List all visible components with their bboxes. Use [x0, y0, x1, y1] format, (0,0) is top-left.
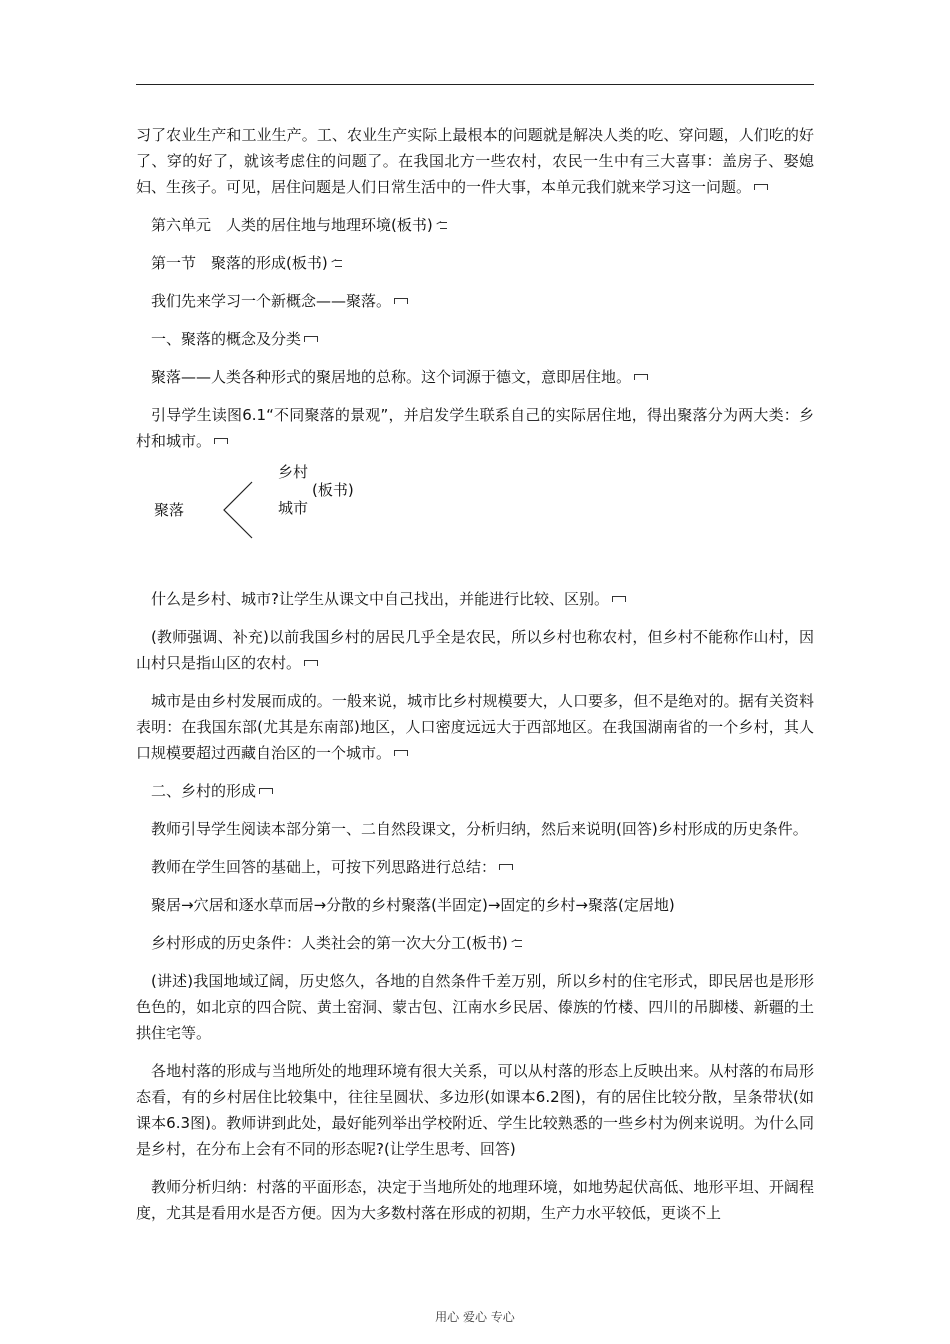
return-mark-icon: [499, 864, 513, 873]
diagram-branch-top: 乡村: [278, 463, 309, 481]
unit-heading: 第六单元 人类的居住地与地理环境(板书): [136, 212, 814, 238]
return-mark-icon: [259, 788, 273, 797]
paragraph: 我们先来学习一个新概念——聚落。: [136, 288, 814, 314]
subheading: 一、聚落的概念及分类: [136, 326, 814, 352]
return-mark-icon: [304, 336, 318, 345]
paragraph: 教师分析归纳：村落的平面形态，决定于当地所处的地理环境，如地势起伏高低、地形平坦、开阔程度，尤其是看用水是否方便。因为大多数村落在形成的初期，生产力水平较低，更谈不上: [136, 1178, 814, 1222]
paragraph: 城市是由乡村发展而成的。一般来说，城市比乡村规模要大，人口要多，但不是绝对的。据有关资料表明：在我国东部(尤其是东南部)地区，人口密度远远大于西部地区。在我国湖南省的一个乡村，其人口规模要超过西藏自治区的一个城市。: [136, 692, 814, 762]
return-mark-icon: [754, 184, 768, 193]
header-rule: [136, 84, 814, 85]
paragraph: 引导学生读图6.1“不同聚落的景观”，并启发学生联系自己的实际居住地，得出聚落分为两大类：乡村和城市。: [136, 406, 814, 450]
return-mark-icon: [634, 374, 648, 383]
section-heading: 第一节 聚落的形成(板书): [136, 250, 814, 276]
paragraph: (讲述)我国地域辽阔，历史悠久，各地的自然条件千差万别，所以乡村的住宅形式，即民居也是形形色色的，如北京的四合院、黄土窑洞、蒙古包、江南水乡民居、傣族的竹楼、四川的吊脚楼、新疆的土拱住宅等。: [136, 972, 814, 1042]
paragraph: (教师强调、补充)以前我国乡村的居民几乎全是农民，所以乡村也称农村，但乡村不能称作山村，因山村只是指山区的农村。: [136, 628, 814, 672]
line-break-mark-icon: [511, 938, 522, 948]
paragraph: 聚居→穴居和逐水草而居→分散的乡村聚落(半固定)→固定的乡村→聚落(定居地): [151, 896, 675, 914]
page-footer: 用心 爱心 专心: [435, 1310, 515, 1324]
diagram-branch-bottom: 城市: [278, 499, 309, 517]
paragraph: 乡村形成的历史条件：人类社会的第一次大分工(板书): [136, 930, 814, 956]
paragraph: 聚落——人类各种形式的聚居地的总称。这个词源于德文，意即居住地。: [136, 364, 814, 390]
paragraph: 各地村落的形成与当地所处的地理环境有很大关系，可以从村落的形态上反映出来。从村落的布局形态看，有的乡村居住比较集中，往往呈圆状、多边形(如课本6.2图)，有的居住比较分散，呈条带状(如课本6.3图)。教师讲到此处，最好能列举出学校附近、学生比较熟悉的一些乡村为例来说明。为什么同是乡村，在分布上会有不同的形态呢?(让学生思考、回答): [136, 1062, 814, 1158]
diagram-root: 聚落: [154, 501, 185, 519]
return-mark-icon: [214, 438, 228, 447]
diagram-note: (板书): [312, 481, 354, 499]
paragraph: 什么是乡村、城市?让学生从课文中自己找出，并能进行比较、区别。: [136, 586, 814, 612]
subheading: 二、乡村的形成: [136, 778, 814, 804]
document-body: [136, 122, 814, 1238]
bracket-icon: [222, 468, 262, 548]
return-mark-icon: [394, 298, 408, 307]
line-break-mark-icon: [331, 258, 342, 268]
line-break-mark-icon: [436, 220, 447, 230]
return-mark-icon: [394, 750, 408, 759]
return-mark-icon: [304, 660, 318, 669]
paragraph: 教师引导学生阅读本部分第一、二自然段课文，分析归纳，然后来说明(回答)乡村形成的历史条件。: [151, 820, 808, 838]
return-mark-icon: [612, 596, 626, 605]
settlement-diagram: [136, 464, 814, 572]
paragraph: 习了农业生产和工业生产。工、农业生产实际上最根本的问题就是解决人类的吃、穿问题，人们吃的好了、穿的好了，就该考虑住的问题了。在我国北方一些农村，农民一生中有三大喜事：盖房子、娶媳妇、生孩子。可见，居住问题是人们日常生活中的一件大事，本单元我们就来学习这一问题。: [136, 126, 814, 196]
paragraph: 教师在学生回答的基础上，可按下列思路进行总结：: [136, 854, 814, 880]
